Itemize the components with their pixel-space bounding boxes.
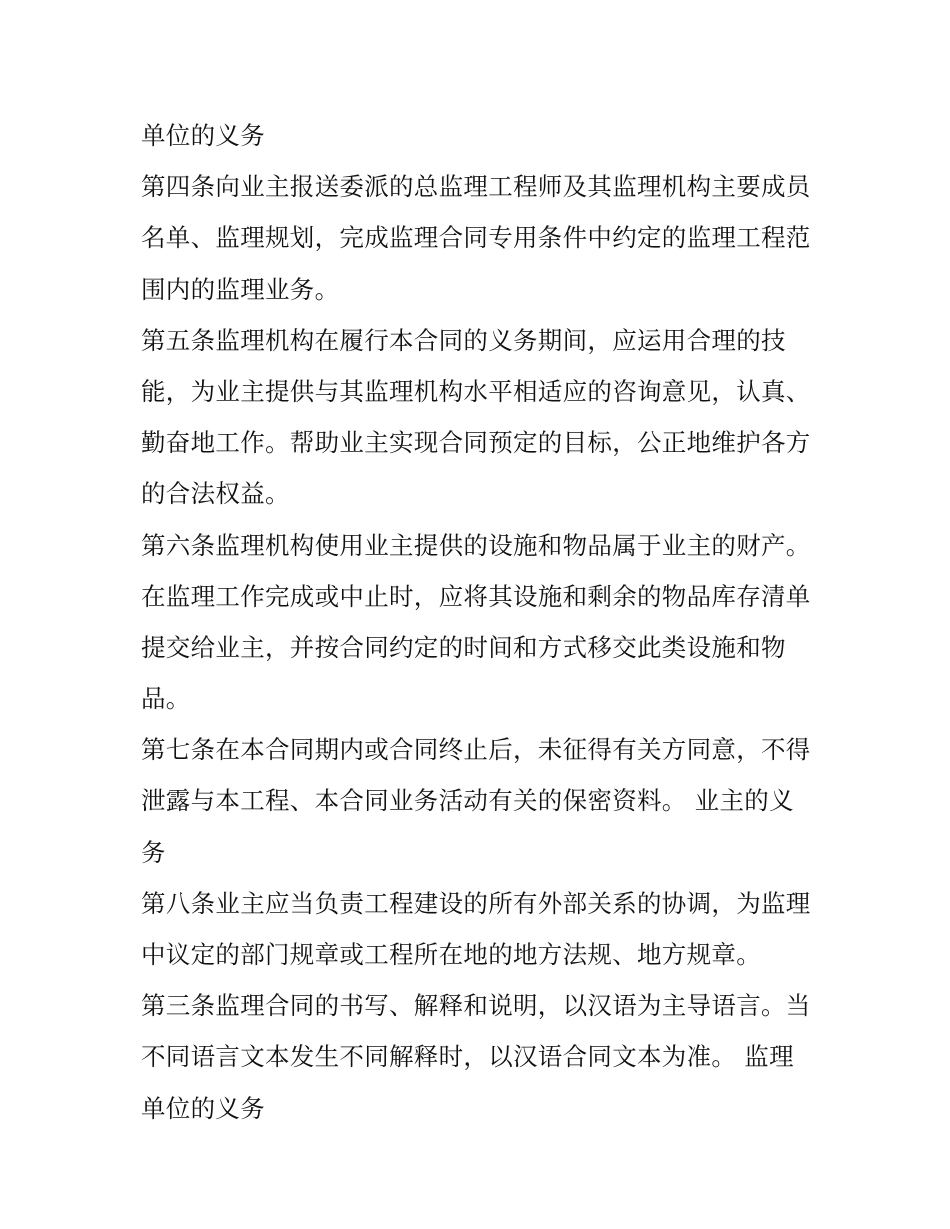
text-line: 单位的义务 (141, 1093, 265, 1123)
text-line: 围内的监理业务。 (141, 274, 340, 304)
text-line: 品。 (141, 684, 191, 714)
text-line: 第五条监理机构在履行本合同的义务期间，应运用合理的技 (141, 325, 786, 355)
text-line: 中议定的部门规章或工程所在地的地方法规、地方规章。 (141, 940, 761, 969)
text-line: 不同语言文本发生不同解释时，以汉语合同文本为准。 监理 (141, 1042, 794, 1072)
text-line: 提交给业主，并按合同约定的时间和方式移交此类设施和物 (141, 632, 786, 662)
text-line: 勤奋地工作。帮助业主实现合同预定的目标，公正地维护各方 (141, 428, 811, 458)
text-line: 名单、监理规划，完成监理合同专用条件中约定的监理工程范 (141, 223, 811, 253)
text-line: 第八条业主应当负责工程建设的所有外部关系的协调，为监理 (141, 888, 811, 918)
text-line: 第四条向业主报送委派的总监理工程师及其监理机构主要成员 (141, 172, 811, 202)
text-line: 的合法权益。 (141, 479, 290, 509)
text-line: 泄露与本工程、本合同业务活动有关的保密资料。 业主的义 (141, 786, 794, 816)
document-body (141, 110, 821, 1134)
text-line: 第三条监理合同的书写、解释和说明，以汉语为主导语言。当 (141, 991, 811, 1021)
text-line: 单位的义务 (141, 121, 265, 150)
text-line: 第七条在本合同期内或合同终止后，未征得有关方同意，不得 (141, 735, 811, 765)
text-line: 在监理工作完成或中止时，应将其设施和剩余的物品库存清单 (141, 581, 811, 611)
text-line: 务 (141, 837, 166, 867)
text-line: 第六条监理机构使用业主提供的设施和物品属于业主的财产。 (141, 530, 811, 560)
text-line: 能，为业主提供与其监理机构水平相适应的咨询意见，认真、 (141, 376, 811, 406)
